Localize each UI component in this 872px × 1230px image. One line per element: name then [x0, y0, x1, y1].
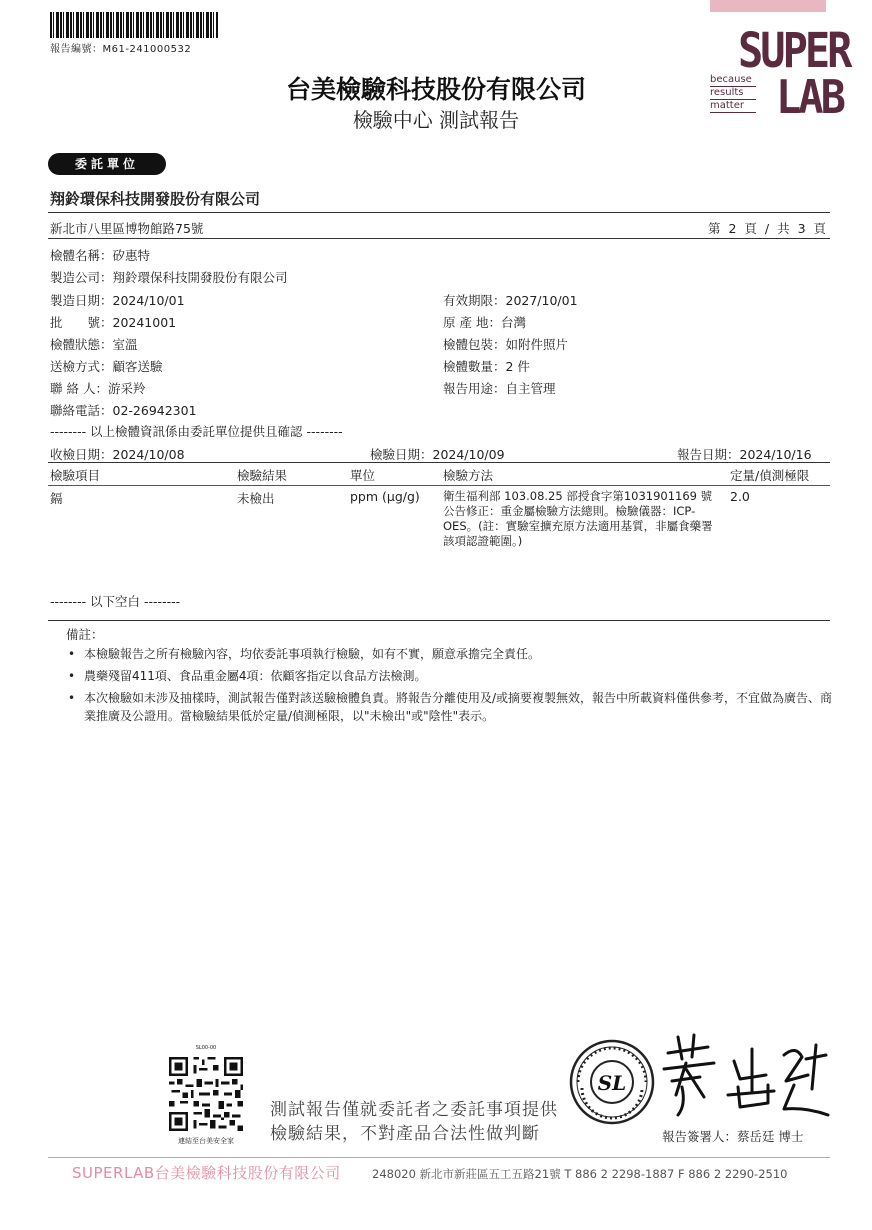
client-name: 翔鈴環保科技開發股份有限公司: [50, 190, 261, 208]
logo-super: SUPER: [738, 22, 850, 79]
divider: [48, 620, 830, 621]
logo-tagline: because results matter: [710, 74, 756, 113]
sample-phone: 聯絡電話：02-26942301: [50, 403, 197, 418]
sample-manufacturer: 製造公司：翔鈴環保科技開發股份有限公司: [50, 270, 288, 285]
company-title: 台美檢驗科技股份有限公司: [285, 75, 586, 104]
qr-code[interactable]: [163, 1054, 249, 1134]
sample-packaging: 檢體包裝：如附件照片: [443, 337, 569, 352]
lab-seal-stamp: [568, 1038, 656, 1126]
qr-code-label: 連結至台美安全家: [178, 1137, 234, 1145]
note-item: • 本次檢驗如未涉及抽樣時，測試報告僅對該送驗檢體負責。將報告分離使用及/或摘要複製無效，報告中所載資料僅供參考，不宜做為廣告、商業推廣及公證用。當檢驗結果低於定量/偵測極限，以"未檢出"或"陰性"表示。: [68, 691, 833, 723]
divider: [48, 462, 830, 463]
received-date: 收檢日期：2024/10/08: [50, 447, 185, 462]
client-badge: 委託單位: [48, 153, 166, 175]
sample-name: 檢體名稱：矽惠特: [50, 248, 151, 263]
sample-contact: 聯 絡 人：游采羚: [50, 381, 146, 396]
divider: [48, 485, 830, 486]
table-cell-unit: ppm (μg/g): [350, 489, 420, 504]
test-date: 檢驗日期：2024/10/09: [370, 447, 505, 462]
logo-lab: LAB: [776, 70, 843, 124]
qr-code-caption: SL00-00: [195, 1045, 217, 1051]
signer-name: 報告簽署人：蔡岳廷 博士: [662, 1129, 804, 1144]
report-number: 報告編號：M61-241000532: [50, 44, 192, 55]
disclaimer: 測試報告僅就委託者之委託事項提供 檢驗結果，不對產品合法性做判斷: [270, 1100, 558, 1144]
barcode: [50, 12, 218, 38]
note-item: • 本檢驗報告之所有檢驗內容，均依委託事項執行檢驗，如有不實，願意承擔完全責任。: [68, 647, 541, 661]
sample-delivery: 送檢方式：顧客送驗: [50, 359, 163, 374]
sample-mfg-date: 製造日期：2024/10/01: [50, 293, 185, 308]
divider: [48, 212, 830, 213]
notes-title: 備註：: [66, 627, 104, 642]
sample-quantity: 檢體數量：2 件: [443, 359, 530, 374]
report-date: 報告日期：2024/10/16: [677, 447, 812, 462]
col-header-method: 檢驗方法: [443, 468, 494, 483]
table-cell-item: 鎘: [50, 491, 63, 506]
table-cell-limit: 2.0: [730, 489, 750, 504]
sample-expiry: 有效期限：2027/10/01: [443, 293, 578, 308]
col-header-unit: 單位: [350, 468, 376, 483]
table-cell-result: 未檢出: [237, 491, 275, 506]
sample-batch: 批 號：20241001: [50, 315, 177, 330]
client-address: 新北市八里區博物館路75號: [50, 221, 204, 236]
blank-below: -------- 以下空白 --------: [50, 594, 181, 609]
footer-address: 248020 新北市新莊區五工五路21號 T 886 2 2298-1887 F 886 2 2290-2510: [372, 1167, 788, 1181]
footer-divider: [48, 1157, 830, 1158]
report-subtitle: 檢驗中心 測試報告: [352, 108, 520, 132]
table-cell-method: 衛生福利部 103.08.25 部授食字第1031901169 號公告修正：重金屬檢驗方法總則。檢驗儀器：ICP-OES。(註：實驗室擴充原方法適用基質，非屬食藥署該項認證範圍。): [443, 489, 713, 548]
confirm-note: -------- 以上檢體資訊係由委託單位提供且確認 --------: [50, 424, 343, 439]
page-indicator: 第 2 頁 / 共 3 頁: [708, 221, 828, 236]
col-header-item: 檢驗項目: [50, 468, 101, 483]
handwritten-signature: [656, 1025, 836, 1125]
col-header-result: 檢驗結果: [237, 468, 288, 483]
sample-origin: 原 產 地：台灣: [443, 315, 526, 330]
logo-accent-bar: [710, 0, 826, 12]
footer-brand: SUPERLAB台美檢驗科技股份有限公司: [72, 1164, 341, 1182]
sample-purpose: 報告用途：自主管理: [443, 381, 556, 396]
note-item: • 農藥殘留411項、食品重金屬4項：依顧客指定以食品方法檢測。: [68, 669, 427, 683]
divider: [48, 238, 830, 239]
svg-text:SL: SL: [597, 1071, 627, 1095]
sample-state: 檢體狀態：室溫: [50, 337, 138, 352]
col-header-limit: 定量/偵測極限: [730, 468, 810, 483]
